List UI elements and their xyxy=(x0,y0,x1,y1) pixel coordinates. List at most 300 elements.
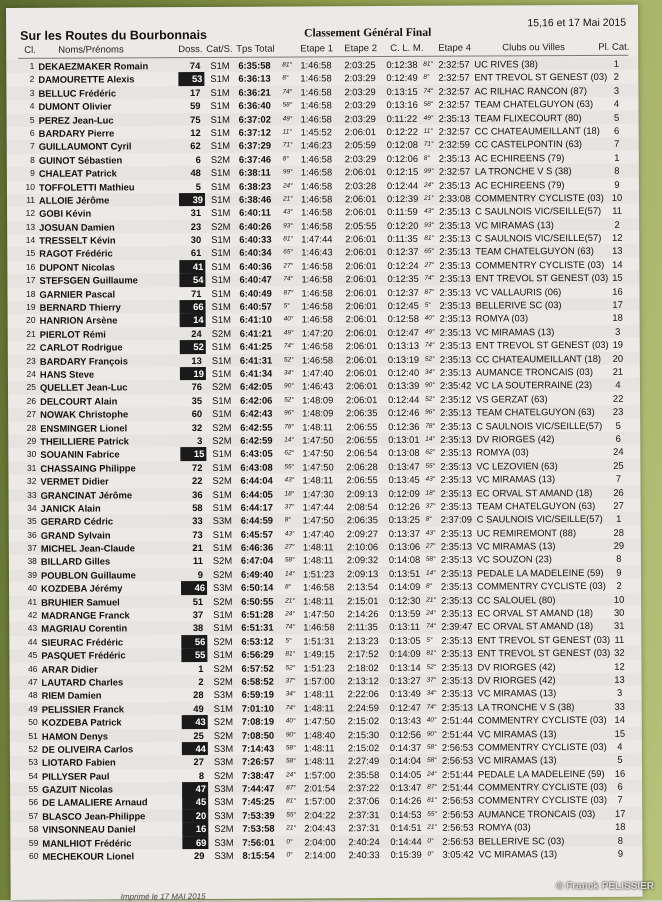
total-time-cell: 6:44:59 xyxy=(241,514,273,528)
clm-rank-note: 24° xyxy=(427,767,437,780)
bib-cell: 11 xyxy=(181,554,203,568)
stage4-cell: 2:35:13 xyxy=(441,566,472,580)
name-cell: KOZDEBA Patrick xyxy=(42,716,122,730)
stage1-cell: 1:47:20 xyxy=(302,326,333,340)
total-time-cell: 8:15:54 xyxy=(242,849,274,863)
results-table xyxy=(6,57,642,864)
stage2-cell: 2:09:13 xyxy=(347,567,378,581)
rank-cell: 42 xyxy=(23,609,37,622)
stage4-cell: 2:32:57 xyxy=(438,58,469,72)
total-rank-note: 21° xyxy=(283,192,293,205)
total-rank-note: 81° xyxy=(285,648,295,661)
rank-cell: 51 xyxy=(24,729,38,742)
stage2-cell: 2:15:30 xyxy=(348,728,379,742)
category-cell: S1M xyxy=(210,99,229,113)
place-cat-cell: 17 xyxy=(610,807,630,821)
total-time-cell: 7:53:58 xyxy=(242,822,274,836)
name-cell: POUBLON Guillaume xyxy=(41,568,136,582)
clm-rank-note: 58° xyxy=(423,98,433,111)
bib-cell: 44 xyxy=(182,742,208,756)
stage2-cell: 2:06:01 xyxy=(346,379,377,393)
club-cell: AC ECHIREENS (79) xyxy=(475,151,565,165)
clm-cell: 0:14:05 xyxy=(390,768,421,782)
category-cell: S2M xyxy=(212,327,231,341)
place-cat-cell: 9 xyxy=(609,566,629,580)
rank-cell: 37 xyxy=(23,542,37,555)
stage2-cell: 2:03:28 xyxy=(345,179,376,193)
clm-rank-note: 74° xyxy=(424,272,434,285)
bib-cell: 36 xyxy=(181,487,203,501)
club-cell: BELLERIVE SC (03) xyxy=(478,834,564,848)
stage2-cell: 2:06:01 xyxy=(345,232,376,246)
clm-cell: 0:12:39 xyxy=(387,192,418,206)
total-time-cell: 6:42:59 xyxy=(240,434,272,448)
clm-rank-note: 93° xyxy=(424,218,434,231)
rank-cell: 50 xyxy=(24,716,38,729)
category-cell: S1M xyxy=(213,541,232,555)
stage1-cell: 1:46:58 xyxy=(301,192,332,206)
rank-cell: 36 xyxy=(23,529,37,542)
clm-rank-note: 18° xyxy=(426,486,436,499)
stage1-cell: 1:46:43 xyxy=(301,246,332,260)
col-rank: Cl. xyxy=(24,45,36,56)
category-cell: S1M xyxy=(210,59,229,73)
total-time-cell: 6:49:40 xyxy=(241,567,273,581)
category-cell: S1M xyxy=(213,487,232,501)
stage4-cell: 2:51:44 xyxy=(442,727,473,741)
total-time-cell: 6:40:34 xyxy=(239,246,271,260)
name-cell: MANLHIOT Frédéric xyxy=(42,836,131,850)
stage4-cell: 2:56:53 xyxy=(442,794,473,808)
total-time-cell: 7:45:25 xyxy=(242,795,274,809)
rank-cell: 8 xyxy=(21,154,35,167)
club-cell: TEAM CHATELGUYON (63) xyxy=(475,244,594,258)
clm-cell: 0:13:15 xyxy=(386,85,417,99)
rank-cell: 53 xyxy=(24,756,38,769)
category-cell: S1M xyxy=(211,260,230,274)
bib-cell: 2 xyxy=(181,675,203,689)
club-cell: CC CHATEAUMEILLANT (18) xyxy=(476,351,601,365)
bib-cell: 72 xyxy=(180,461,202,475)
bib-cell: 58 xyxy=(181,501,203,515)
clm-rank-note: 81° xyxy=(426,647,436,660)
name-cell: MECHEKOUR Lionel xyxy=(42,849,134,863)
total-time-cell: 7:08:50 xyxy=(242,728,274,742)
total-rank-note: 74° xyxy=(282,85,292,98)
col-club: Clubs ou Villes xyxy=(502,42,565,53)
place-cat-cell: 5 xyxy=(607,110,627,124)
stage2-cell: 2:15:02 xyxy=(348,741,379,755)
bib-cell: 41 xyxy=(179,260,205,274)
clm-cell: 0:12:15 xyxy=(387,165,418,179)
name-cell: GRAND Sylvain xyxy=(41,528,111,542)
name-cell: HAMON Denys xyxy=(42,729,108,743)
total-time-cell: 6:44:05 xyxy=(241,487,273,501)
rank-cell: 1 xyxy=(20,60,34,73)
club-cell: VC MIRAMAS (13) xyxy=(475,218,554,232)
bib-cell: 52 xyxy=(180,340,206,354)
rank-cell: 20 xyxy=(22,314,36,327)
clm-rank-note: 14° xyxy=(426,567,436,580)
place-cat-cell: 15 xyxy=(610,726,630,740)
clm-rank-note: 27° xyxy=(426,540,436,553)
total-rank-note: 58° xyxy=(286,741,296,754)
stage1-cell: 1:47:40 xyxy=(302,366,333,380)
name-cell: GARNIER Pascal xyxy=(39,287,115,301)
bib-cell: 12 xyxy=(179,126,201,140)
place-cat-cell: 10 xyxy=(607,191,627,205)
bib-cell: 3 xyxy=(180,434,202,448)
rank-cell: 29 xyxy=(22,435,36,448)
clm-cell: 0:12:36 xyxy=(388,419,419,433)
category-cell: S1M xyxy=(213,608,232,622)
col-total: Tps Total xyxy=(236,44,274,55)
rank-cell: 27 xyxy=(22,408,36,421)
clm-cell: 0:12:46 xyxy=(388,406,419,420)
stage1-cell: 2:04:00 xyxy=(304,835,335,849)
clm-rank-note: 5° xyxy=(426,634,432,647)
stage2-cell: 2:24:59 xyxy=(348,701,379,715)
club-cell: C SAULNOIS VIC/SEILLE(57) xyxy=(476,418,602,432)
place-cat-cell: 17 xyxy=(608,298,628,312)
clm-rank-note: 49° xyxy=(424,111,434,124)
total-time-cell: 6:46:36 xyxy=(241,541,273,555)
rank-cell: 13 xyxy=(21,221,35,234)
total-rank-note: 14° xyxy=(285,567,295,580)
bib-cell: 21 xyxy=(181,541,203,555)
category-cell: S1M xyxy=(212,340,231,354)
club-cell: AUMANCE TRONCAIS (03) xyxy=(478,807,595,821)
rank-cell: 59 xyxy=(24,836,38,849)
stage2-cell: 2:05:55 xyxy=(345,219,376,233)
rank-cell: 56 xyxy=(24,796,38,809)
stage4-cell: 2:35:13 xyxy=(439,245,470,259)
stage2-cell: 2:06:55 xyxy=(346,473,377,487)
rank-cell: 4 xyxy=(20,100,34,113)
clm-cell: 0:12:09 xyxy=(389,486,420,500)
place-cat-cell: 16 xyxy=(610,766,630,780)
bib-cell: 32 xyxy=(180,421,202,435)
stage1-cell: 1:46:58 xyxy=(301,219,332,233)
stage1-cell: 1:46:58 xyxy=(300,72,331,86)
rank-cell: 11 xyxy=(21,194,35,207)
bib-cell: 28 xyxy=(182,688,204,702)
name-cell: GUILLAUMONT Cyril xyxy=(39,140,132,154)
total-time-cell: 6:42:55 xyxy=(240,420,272,434)
clm-rank-note: 52° xyxy=(426,660,436,673)
place-cat-cell: 4 xyxy=(606,97,626,111)
name-cell: BRUHIER Samuel xyxy=(41,595,120,609)
stage4-cell: 2:39:47 xyxy=(441,620,472,634)
place-cat-cell: 1 xyxy=(606,57,626,71)
total-rank-note: 34° xyxy=(284,366,294,379)
place-cat-cell: 14 xyxy=(610,713,630,727)
total-time-cell: 6:41:25 xyxy=(240,340,272,354)
stage1-cell: 1:47:50 xyxy=(303,607,334,621)
clm-rank-note: 74° xyxy=(425,339,435,352)
bib-cell: 75 xyxy=(179,113,201,127)
total-rank-note: 74° xyxy=(284,340,294,353)
rank-cell: 49 xyxy=(24,703,38,716)
name-cell: PILLYSER Paul xyxy=(42,769,109,783)
bib-cell: 6 xyxy=(179,153,201,167)
col-stage2: Etape 2 xyxy=(344,43,377,54)
bib-cell: 69 xyxy=(182,836,208,850)
clm-rank-note: 37° xyxy=(426,500,436,513)
total-rank-note: 24° xyxy=(285,608,295,621)
clm-rank-note: 43° xyxy=(426,526,436,539)
clm-cell: 0:12:37 xyxy=(387,285,418,299)
name-cell: VERMET Didier xyxy=(40,475,108,489)
clm-cell: 0:12:37 xyxy=(387,245,418,259)
club-cell: ROMYA (03) xyxy=(478,821,531,835)
clm-rank-note: 8° xyxy=(423,71,429,84)
clm-rank-note: 81° xyxy=(424,232,434,245)
stage2-cell: 2:37:31 xyxy=(348,821,379,835)
stage2-cell: 2:27:49 xyxy=(348,754,379,768)
club-cell: ROMYA (03) xyxy=(476,312,529,326)
rank-cell: 5 xyxy=(21,113,35,126)
total-rank-note: 8° xyxy=(285,581,291,594)
stage4-cell: 2:56:53 xyxy=(442,821,473,835)
stage2-cell: 2:14:26 xyxy=(347,607,378,621)
stage4-cell: 2:56:53 xyxy=(442,740,473,754)
club-cell: COMMENTRY CYCLISTE (03) xyxy=(478,780,607,794)
stage1-cell: 1:48:11 xyxy=(304,688,335,702)
stage2-cell: 2:40:33 xyxy=(348,848,379,862)
total-time-cell: 6:36:13 xyxy=(238,72,270,86)
total-time-cell: 6:59:19 xyxy=(242,688,274,702)
clm-rank-note: 49° xyxy=(425,326,435,339)
clm-cell: 0:14:08 xyxy=(389,553,420,567)
bib-cell: 54 xyxy=(179,273,205,287)
category-cell: S1M xyxy=(212,313,231,327)
stage2-cell: 2:06:01 xyxy=(345,165,376,179)
total-rank-note: 43° xyxy=(283,206,293,219)
total-time-cell: 6:50:55 xyxy=(241,594,273,608)
clm-rank-note: 81° xyxy=(423,58,433,71)
stage2-cell: 2:06:01 xyxy=(346,326,377,340)
total-time-cell: 7:01:10 xyxy=(242,701,274,715)
total-rank-note: 0° xyxy=(286,849,292,862)
clm-cell: 0:12:44 xyxy=(387,178,418,192)
total-time-cell: 6:37:29 xyxy=(239,139,271,153)
clm-cell: 0:12:24 xyxy=(387,259,418,273)
clm-cell: 0:12:35 xyxy=(387,272,418,286)
bib-cell: 61 xyxy=(179,246,201,260)
place-cat-cell: 3 xyxy=(606,84,626,98)
stage4-cell: 2:35:13 xyxy=(440,446,471,460)
total-rank-note: 37° xyxy=(285,500,295,513)
bib-cell: 14 xyxy=(180,313,206,327)
name-cell: KOZDEBA Jérémy xyxy=(41,582,123,596)
clm-cell: 0:13:59 xyxy=(389,607,420,621)
stage4-cell: 2:35:13 xyxy=(442,700,473,714)
category-cell: S3M xyxy=(214,742,233,756)
name-cell: PELISSIER Franck xyxy=(42,702,124,716)
name-cell: GAZUIT Nicolas xyxy=(42,783,113,797)
bib-cell: 76 xyxy=(180,380,202,394)
rank-cell: 12 xyxy=(21,207,35,220)
place-cat-cell: 18 xyxy=(610,820,630,834)
stage2-cell: 2:06:35 xyxy=(346,406,377,420)
total-time-cell: 6:51:31 xyxy=(241,621,273,635)
col-clm: C. L. M. xyxy=(390,43,423,54)
total-rank-note: 21° xyxy=(285,594,295,607)
clm-rank-note: 0° xyxy=(427,848,433,861)
clm-rank-note: 8° xyxy=(426,513,432,526)
rank-cell: 55 xyxy=(24,783,38,796)
clm-rank-note: 52° xyxy=(425,352,435,365)
clm-rank-note: 90° xyxy=(427,727,437,740)
clm-rank-note: 37° xyxy=(426,674,436,687)
bib-cell: 30 xyxy=(179,233,201,247)
clm-cell: 0:14:09 xyxy=(389,580,420,594)
clm-cell: 0:12:44 xyxy=(388,393,419,407)
club-cell: AUMANCE TRONCAIS (03) xyxy=(476,365,593,379)
stage2-cell: 2:37:31 xyxy=(348,808,379,822)
clm-cell: 0:11:59 xyxy=(387,205,418,219)
name-cell: BARDARY François xyxy=(40,354,128,368)
total-rank-note: 5° xyxy=(285,634,291,647)
clm-cell: 0:12:47 xyxy=(388,326,419,340)
clm-cell: 0:12:47 xyxy=(390,701,421,715)
bib-cell: 43 xyxy=(182,715,208,729)
club-cell: COMMENTRY CYCLISTE (03) xyxy=(478,740,607,754)
place-cat-cell: 3 xyxy=(608,325,628,339)
total-rank-note: 55° xyxy=(286,808,296,821)
place-cat-cell: 33 xyxy=(610,699,630,713)
place-cat-cell: 27 xyxy=(609,499,629,513)
name-cell: HANRION Arsène xyxy=(40,314,118,328)
rank-cell: 58 xyxy=(24,823,38,836)
clm-cell: 0:13:37 xyxy=(389,527,420,541)
total-rank-note: 96° xyxy=(284,407,294,420)
race-title: Sur les Routes du Bourbonnais xyxy=(20,28,207,43)
category-cell: S1M xyxy=(213,501,232,515)
col-stage1: Etape 1 xyxy=(300,43,333,54)
bib-cell: 5 xyxy=(179,179,201,193)
clm-cell: 0:12:30 xyxy=(389,593,420,607)
rank-cell: 30 xyxy=(22,448,36,461)
total-time-cell: 6:42:43 xyxy=(240,407,272,421)
total-rank-note: 8° xyxy=(285,514,291,527)
rank-cell: 38 xyxy=(23,555,37,568)
place-cat-cell: 6 xyxy=(608,432,628,446)
club-cell: CC SALOUEL (80) xyxy=(477,593,555,607)
total-time-cell: 6:40:36 xyxy=(239,259,271,273)
clm-rank-note: 34° xyxy=(425,366,435,379)
name-cell: BELLUC Frédéric xyxy=(38,86,116,100)
stage1-cell: 2:04:43 xyxy=(304,822,335,836)
bib-cell: 13 xyxy=(180,354,202,368)
rank-cell: 54 xyxy=(24,770,38,783)
clm-rank-note: 58° xyxy=(427,754,437,767)
place-cat-cell: 2 xyxy=(607,217,627,231)
stage1-cell: 1:57:00 xyxy=(304,768,335,782)
stage4-cell: 2:35:13 xyxy=(440,459,471,473)
total-rank-note: 74° xyxy=(283,273,293,286)
clm-cell: 0:11:22 xyxy=(387,111,418,125)
name-cell: BARDARY Pierre xyxy=(39,126,115,140)
total-time-cell: 7:14:43 xyxy=(242,742,274,756)
stage1-cell: 1:48:11 xyxy=(304,741,335,755)
club-cell: LA TRONCHE V S (38) xyxy=(478,700,575,714)
clm-cell: 0:13:05 xyxy=(389,634,420,648)
photo-credit: © Franck PELISSIER xyxy=(556,881,654,892)
total-time-cell: 6:42:05 xyxy=(240,380,272,394)
stage4-cell: 2:35:13 xyxy=(439,258,470,272)
stage1-cell: 1:45:52 xyxy=(301,125,332,139)
stage4-cell: 2:35:13 xyxy=(440,419,471,433)
name-cell: DE OLIVEIRA Carlos xyxy=(42,742,133,756)
clm-rank-note: 34° xyxy=(427,687,437,700)
stage2-cell: 2:13:54 xyxy=(347,580,378,594)
stage4-cell: 2:32:57 xyxy=(438,84,469,98)
stage4-cell: 2:35:13 xyxy=(442,687,473,701)
total-time-cell: 6:57:52 xyxy=(241,661,273,675)
total-rank-note: 5° xyxy=(284,300,290,313)
name-cell: DEKAEZMAKER Romain xyxy=(38,59,148,73)
stage4-cell: 2:33:08 xyxy=(439,191,470,205)
clm-rank-note: 5° xyxy=(425,299,431,312)
total-rank-note: 87° xyxy=(283,286,293,299)
place-cat-cell: 15 xyxy=(607,271,627,285)
stage4-cell: 2:35:13 xyxy=(439,205,470,219)
name-cell: MAGRIAU Corentin xyxy=(41,622,127,636)
total-rank-note: 90° xyxy=(286,728,296,741)
club-cell: ENT TREVOL ST GENEST (03) xyxy=(474,70,607,84)
bib-cell: 38 xyxy=(181,621,203,635)
rank-cell: 6 xyxy=(21,127,35,140)
club-cell: C SAULNOIS VIC/SEILLE(57) xyxy=(475,231,601,245)
name-cell: LIOTARD Fabien xyxy=(42,756,116,770)
bib-cell: 74 xyxy=(178,59,200,73)
stage2-cell: 2:06:01 xyxy=(346,339,377,353)
category-cell: S1M xyxy=(210,72,229,86)
clm-cell: 0:13:25 xyxy=(389,513,420,527)
category-cell: S2M xyxy=(211,153,230,167)
stage4-cell: 2:35:13 xyxy=(440,299,471,313)
stage1-cell: 1:47:40 xyxy=(303,527,334,541)
stage4-cell: 2:32:57 xyxy=(438,98,469,112)
stage1-cell: 1:57:00 xyxy=(303,674,334,688)
total-rank-note: 40° xyxy=(286,715,296,728)
clm-cell: 0:13:01 xyxy=(388,433,419,447)
stage4-cell: 2:35:13 xyxy=(440,312,471,326)
clm-rank-note: 58° xyxy=(426,553,436,566)
stage1-cell: 1:46:58 xyxy=(301,179,332,193)
clm-rank-note: 74° xyxy=(423,85,433,98)
category-cell: S2M xyxy=(212,474,231,488)
place-cat-cell: 11 xyxy=(607,204,627,218)
place-cat-cell: 9 xyxy=(610,847,630,861)
category-cell: S2M xyxy=(212,380,231,394)
stage2-cell: 2:05:59 xyxy=(345,138,376,152)
stage1-cell: 1:57:00 xyxy=(304,795,335,809)
clm-cell: 0:12:22 xyxy=(387,125,418,139)
category-cell: S1M xyxy=(214,702,233,716)
rank-cell: 28 xyxy=(22,421,36,434)
clm-rank-note: 52° xyxy=(425,393,435,406)
stage2-cell: 2:06:01 xyxy=(346,299,377,313)
clm-rank-note: 55° xyxy=(427,808,437,821)
club-cell: EC ORVAL ST AMAND (18) xyxy=(477,619,593,633)
total-rank-note: 34° xyxy=(286,688,296,701)
stage4-cell: 2:35:13 xyxy=(440,339,471,353)
place-cat-cell: 19 xyxy=(608,338,628,352)
clm-cell: 0:12:06 xyxy=(387,152,418,166)
